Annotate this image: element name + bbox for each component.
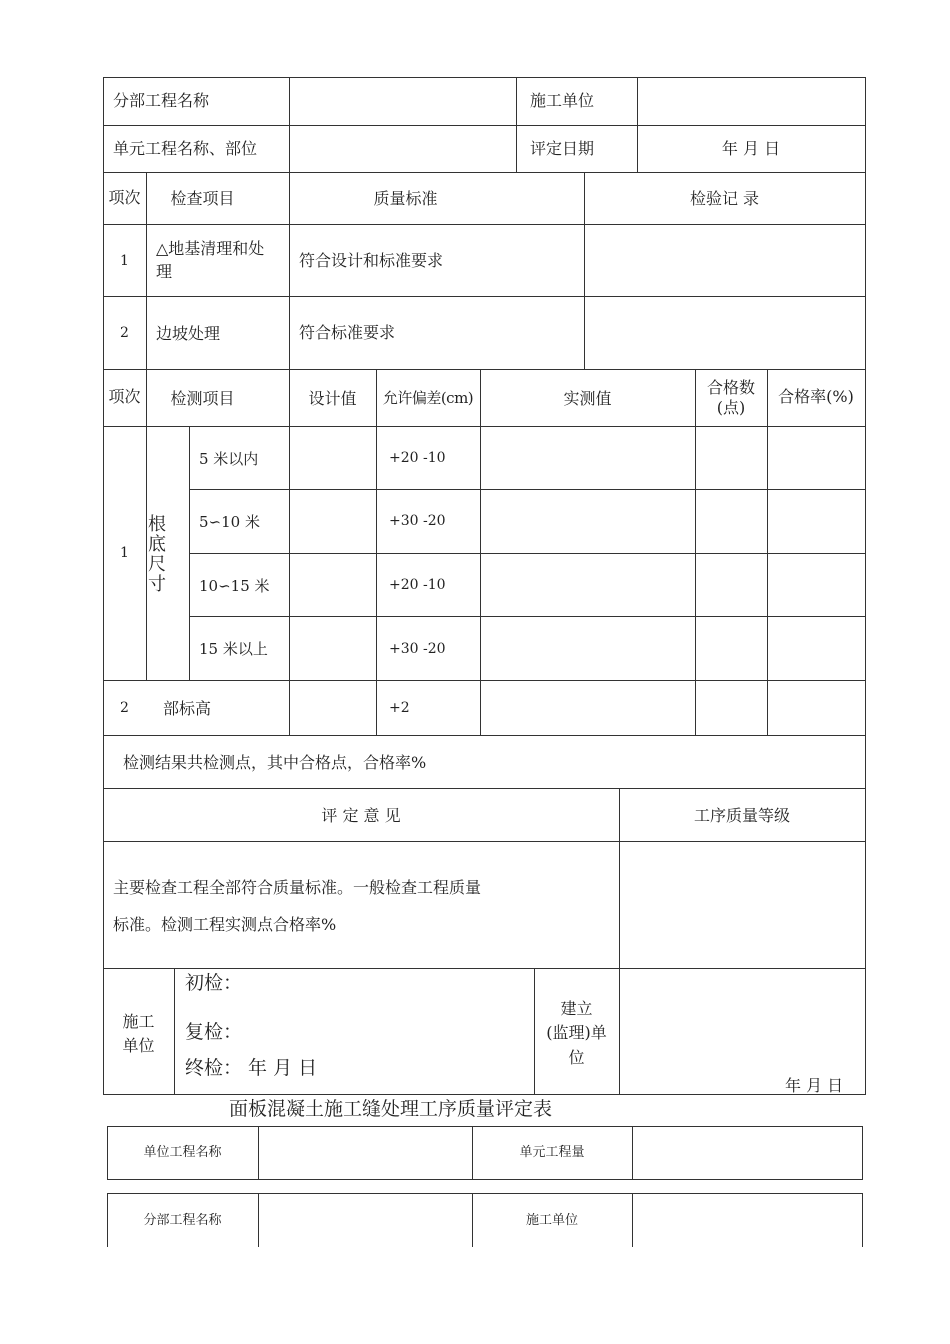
measure-header-measured: 实测值 <box>563 389 612 408</box>
table-line <box>103 968 866 969</box>
check-row-2-standard: 符合标准要求 <box>299 323 396 342</box>
table-line <box>103 172 866 173</box>
measure-tolerance-3: +20 -10 <box>389 577 446 593</box>
table-line <box>107 1126 863 1127</box>
table-line <box>862 1193 863 1247</box>
table-line <box>103 426 866 427</box>
table-line <box>632 1126 633 1180</box>
table-line <box>862 1126 863 1180</box>
next-form-title: 面板混凝土施工缝处理工序质量评定表 <box>229 1098 553 1120</box>
measure-header-pass-count-unit: (点) <box>716 398 746 417</box>
measure-group-no: 1 <box>120 545 129 561</box>
unit-project-name-label: 单位工程名称 <box>143 1145 222 1160</box>
measure-row-2-item: 部标高 <box>163 699 212 718</box>
check-row-2-item: 边坡处理 <box>156 324 221 343</box>
check-header-record: 检验记 录 <box>689 189 760 208</box>
next-contractor-field[interactable] <box>640 1211 854 1231</box>
contractor-field[interactable] <box>646 91 856 111</box>
final-check-label: 终检： 年 月 日 <box>185 1057 318 1079</box>
quality-grade-field[interactable] <box>628 878 856 938</box>
opinion-text-line1: 主要检查工程全部符合质量标准。一般检查工程质量 <box>113 878 482 897</box>
table-line <box>103 788 866 789</box>
measure-tolerance-4: +30 -20 <box>389 641 446 657</box>
table-line <box>189 553 866 554</box>
division-name-label: 分部工程名称 <box>113 91 210 110</box>
first-check-label: 初检： <box>185 972 243 994</box>
measure-tolerance-2: +30 -20 <box>389 513 446 529</box>
table-line <box>189 616 866 617</box>
table-line <box>107 1179 863 1180</box>
evaluation-date-label: 评定日期 <box>530 139 595 158</box>
table-line <box>103 369 866 370</box>
measure-row-2-no: 2 <box>120 700 129 716</box>
unit-quantity-field[interactable] <box>640 1143 854 1163</box>
check-header-no: 项次 <box>108 188 141 207</box>
table-line <box>103 680 866 681</box>
contractor-label: 施工单位 <box>530 91 595 110</box>
table-line <box>103 77 866 78</box>
grade-header: 工序质量等级 <box>693 806 790 825</box>
unit-quantity-label: 单元工程量 <box>519 1145 585 1160</box>
measure-header-pass-count: 合格数 <box>706 378 755 397</box>
result-summary: 检测结果共检测点，其中合格点，合格率% <box>123 753 427 772</box>
check-header-standard: 质量标准 <box>373 189 438 208</box>
table-line <box>695 369 696 736</box>
division-name-field[interactable] <box>298 91 508 111</box>
table-line <box>619 788 620 1095</box>
contractor-sign-label: 施工 <box>122 1012 155 1031</box>
table-line <box>865 77 866 1095</box>
next-division-name-field[interactable] <box>266 1211 464 1231</box>
table-line <box>289 369 290 736</box>
table-line <box>103 296 866 297</box>
table-line <box>103 841 866 842</box>
measure-tolerance-1: +20 -10 <box>389 450 446 466</box>
table-line <box>103 735 866 736</box>
check-row-1-item: △地基清理和处 <box>156 239 265 258</box>
table-line <box>189 426 190 681</box>
table-line <box>376 369 377 736</box>
measure-range-3: 10∽15 米 <box>199 577 270 595</box>
check-header-item: 检查项目 <box>170 189 235 208</box>
next-contractor-label: 施工单位 <box>525 1213 578 1228</box>
table-line <box>189 489 866 490</box>
measure-row-2-tolerance: +2 <box>389 700 410 716</box>
unit-name-label: 单元工程名称、部位 <box>113 139 258 158</box>
table-line <box>258 1126 259 1180</box>
measure-group-label: 根底尺寸 <box>148 514 166 595</box>
table-line <box>480 369 481 736</box>
supervisor-label-end: 位 <box>568 1048 585 1067</box>
table-line <box>289 77 290 173</box>
measure-header-pass-rate: 合格率(%) <box>778 387 854 406</box>
table-line <box>103 224 866 225</box>
supervisor-label-cont: (监理)单 <box>546 1023 607 1042</box>
measure-range-1: 5 米以内 <box>199 450 259 468</box>
check-row-2-no: 2 <box>120 325 129 341</box>
check-row-2-record[interactable] <box>594 323 854 343</box>
table-line <box>174 968 175 1095</box>
table-line <box>103 77 104 1095</box>
table-line <box>103 1094 866 1095</box>
measure-header-item: 检测项目 <box>170 389 235 408</box>
check-row-1-standard: 符合设计和标准要求 <box>299 251 444 270</box>
measure-range-4: 15 米以上 <box>199 640 268 658</box>
table-line <box>632 1193 633 1247</box>
supervisor-date: 年 月 日 <box>785 1076 844 1095</box>
table-line <box>107 1193 863 1194</box>
measure-range-2: 5∽10 米 <box>199 513 260 531</box>
measure-header-no: 项次 <box>108 387 141 406</box>
evaluation-date-value[interactable]: 年 月 日 <box>721 139 781 158</box>
table-line <box>103 125 866 126</box>
check-row-1-no: 1 <box>120 253 129 269</box>
opinion-text-line2: 标准。检测工程实测点合格率% <box>113 915 337 934</box>
unit-project-name-field[interactable] <box>266 1143 464 1163</box>
opinion-header: 评 定 意 见 <box>321 806 401 825</box>
check-row-1-record[interactable] <box>594 251 854 271</box>
next-division-name-label: 分部工程名称 <box>143 1213 222 1228</box>
recheck-label: 复检： <box>185 1021 243 1043</box>
unit-name-field[interactable] <box>298 139 508 159</box>
contractor-sign-label-cont: 单位 <box>122 1036 155 1055</box>
table-line <box>767 369 768 736</box>
table-line <box>516 77 517 173</box>
table-line <box>146 369 147 681</box>
check-row-1-item-cont: 理 <box>156 262 173 281</box>
table-line <box>258 1193 259 1247</box>
measure-header-design: 设计值 <box>308 389 357 408</box>
supervisor-label: 建立 <box>560 999 593 1018</box>
measure-header-tolerance: 允许偏差(cm) <box>382 389 474 407</box>
